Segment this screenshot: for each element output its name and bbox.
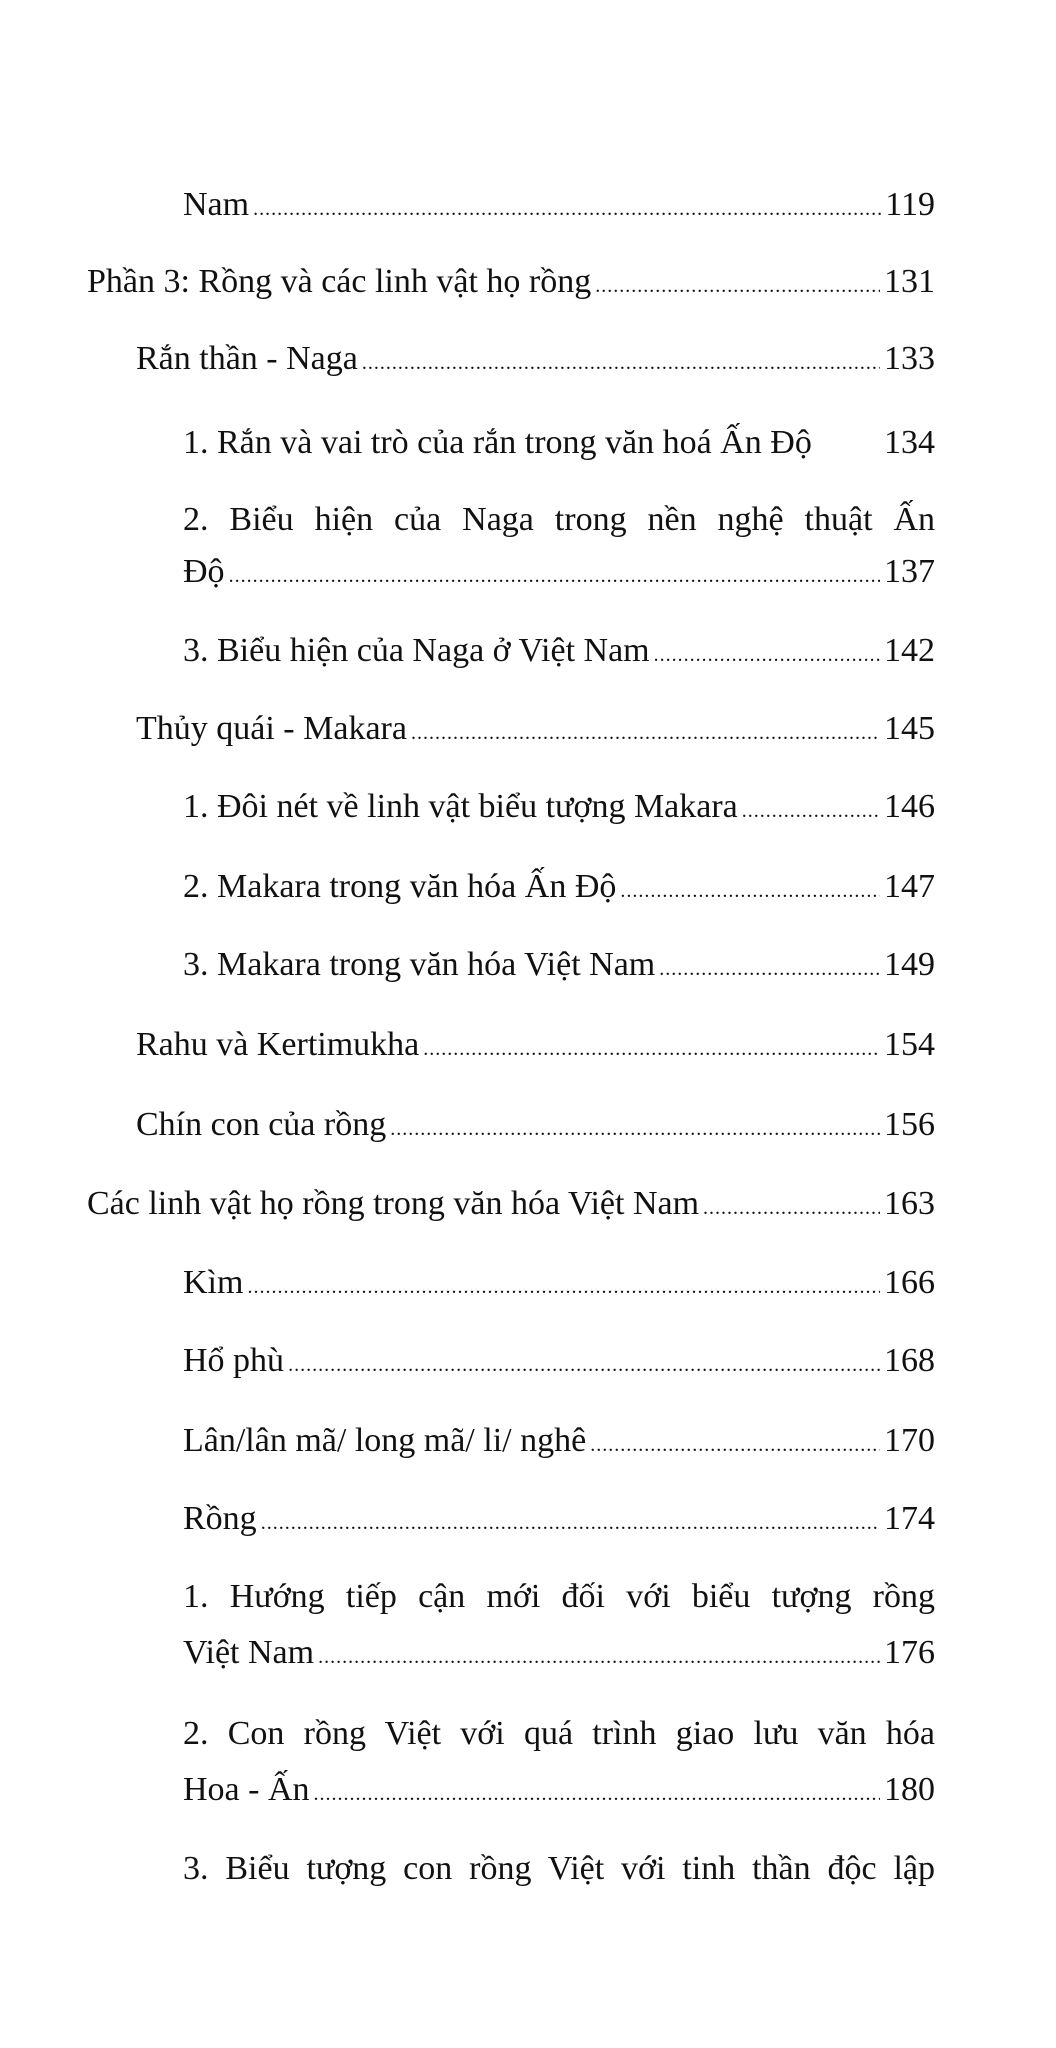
toc-entry-title: 1. Đôi nét về linh vật biểu tượng Makara: [183, 788, 738, 825]
toc-entry: [136, 703, 935, 759]
toc-entry: [136, 333, 935, 389]
toc-entry-page: 142: [884, 632, 935, 669]
toc-entry-page: 149: [884, 946, 935, 983]
toc-entry-title: Hổ phù: [183, 1342, 285, 1379]
toc-entry-title: Hoa - Ấn: [183, 1771, 310, 1808]
toc-entry: [183, 1706, 935, 1822]
toc-entry-page: 146: [884, 788, 935, 825]
toc-entry-title: Rắn thần - Naga: [136, 340, 358, 377]
toc-entry-page: 147: [884, 868, 935, 905]
toc-entry-page: 119: [885, 186, 935, 223]
toc-entry-title: Việt Nam: [183, 1634, 315, 1671]
dot-leader: [247, 1261, 880, 1313]
toc-entry-title: 3. Biểu hiện của Naga ở Việt Nam: [183, 632, 650, 669]
toc-entry-page: 180: [884, 1771, 935, 1808]
dot-leader: [253, 183, 881, 235]
dot-leader: [411, 707, 880, 759]
toc-entry-title: Rồng: [183, 1500, 257, 1537]
dot-leader: [261, 1497, 880, 1549]
toc-entry-page: 174: [884, 1500, 935, 1537]
toc-entry-page: 168: [884, 1342, 935, 1379]
toc-entry-title-line1: 3. Biểu tượng con rồng Việt với tinh thần độc lập: [183, 1850, 935, 1887]
toc-entry: [183, 417, 935, 469]
toc-entry-title-line1: 2. Con rồng Việt với quá trình giao lưu văn hóa: [183, 1715, 935, 1752]
toc-entry: [183, 1335, 935, 1391]
toc-entry: [183, 939, 935, 995]
toc-entry-title: Thủy quái - Makara: [136, 710, 407, 747]
dot-leader: [423, 1023, 880, 1075]
toc-entry-page: 154: [884, 1026, 935, 1063]
toc-entry-title: Phần 3: Rồng và các linh vật họ rồng: [87, 263, 592, 300]
toc-entry: [183, 1415, 935, 1471]
toc-entry-page: 133: [884, 340, 935, 377]
toc-entry-page: 166: [884, 1264, 935, 1301]
toc-entry: [183, 1843, 935, 1895]
toc-entry-title: 3. Makara trong văn hóa Việt Nam: [183, 946, 656, 983]
toc-entry-title: 1. Rắn và vai trò của rắn trong văn hoá Ấn Độ: [183, 424, 812, 461]
toc-entry-page: 145: [884, 710, 935, 747]
dot-leader: [595, 260, 880, 312]
toc-entry: [136, 1019, 935, 1075]
dot-leader: [620, 865, 880, 917]
dot-leader: [314, 1766, 880, 1822]
toc-entry-page: 131: [884, 263, 935, 300]
toc-entry: [87, 256, 935, 312]
toc-entry-title-line1: 2. Biểu hiện của Naga trong nền nghệ thuật Ấn: [183, 501, 935, 538]
toc-entry: [183, 1569, 935, 1685]
toc-entry-title: Kìm: [183, 1264, 244, 1301]
toc-entry-page: 176: [884, 1634, 935, 1671]
toc-entry: [183, 1493, 935, 1549]
toc-entry-title: Rahu và Kertimukha: [136, 1026, 420, 1063]
toc-entry-title: 2. Makara trong văn hóa Ấn Độ: [183, 868, 617, 905]
toc-entry: [183, 625, 935, 681]
toc-entry-page: 134: [884, 424, 935, 461]
toc-entry-page: 163: [884, 1185, 935, 1222]
toc-entry: [183, 781, 935, 837]
dot-leader: [659, 943, 880, 995]
toc-entry-title: Độ: [183, 553, 225, 590]
toc-entry: [183, 179, 935, 235]
dot-leader: [288, 1339, 880, 1391]
toc-entry-title: Các linh vật họ rồng trong văn hóa Việt Nam: [87, 1185, 700, 1222]
toc-entry: [136, 1099, 935, 1155]
toc-entry-page: 170: [884, 1422, 935, 1459]
toc-entry-title: Lân/lân mã/ long mã/ li/ nghê: [183, 1422, 587, 1459]
dot-leader: [390, 1103, 880, 1155]
dot-leader: [229, 550, 880, 602]
toc-entry-page: 156: [884, 1106, 935, 1143]
toc-entry-page: 137: [884, 553, 935, 590]
toc-entry: [183, 494, 935, 602]
toc-entry-title-line1: 1. Hướng tiếp cận mới đối với biểu tượng rồng: [183, 1578, 935, 1615]
dot-leader: [318, 1629, 880, 1685]
dot-leader: [654, 629, 880, 681]
toc-entry-title: Nam: [183, 186, 250, 223]
toc-entry: [183, 1257, 935, 1313]
toc-entry: [87, 1178, 935, 1234]
toc-entry-title: Chín con của rồng: [136, 1106, 387, 1143]
dot-leader: [742, 785, 880, 837]
toc-entry: [183, 861, 935, 917]
dot-leader: [703, 1182, 880, 1234]
dot-leader: [362, 337, 880, 389]
dot-leader: [590, 1419, 880, 1471]
